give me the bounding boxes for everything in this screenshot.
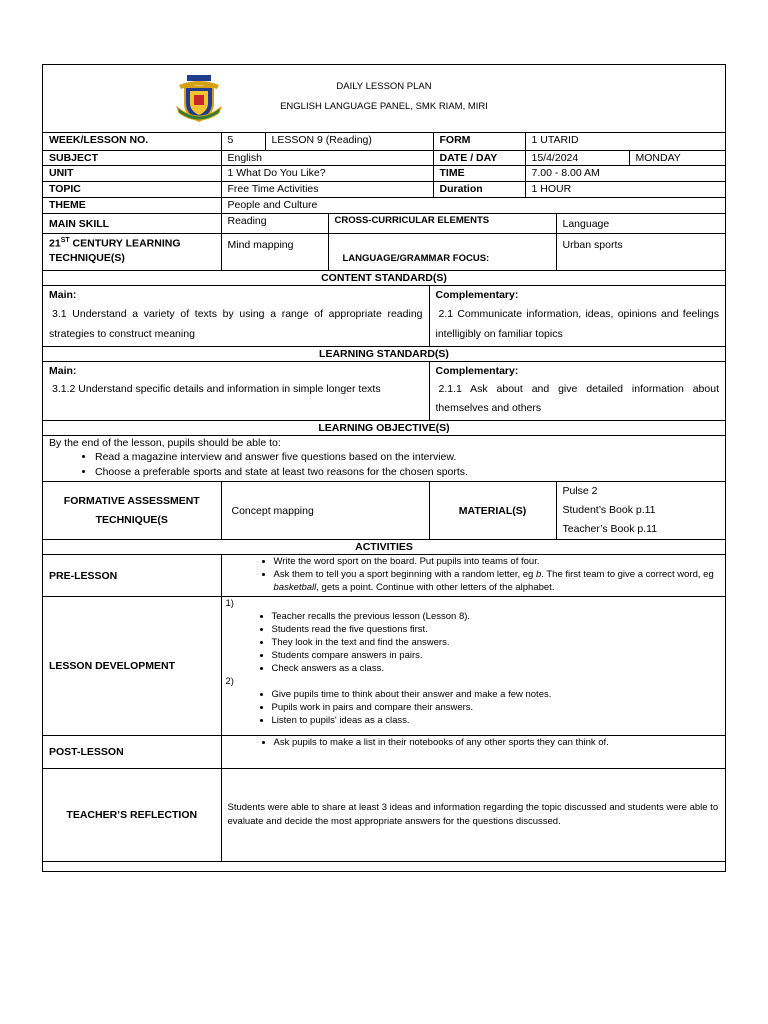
material-label: MATERIAL(S) <box>429 482 556 540</box>
row-pre-lesson <box>43 555 725 597</box>
learning-comp-label: Complementary: <box>435 365 519 377</box>
learning-comp-text: 2.1.1 Ask about and give detailed information about themselves and others <box>435 383 719 414</box>
row-objectives <box>43 436 725 482</box>
cce-label: CROSS-CURRICULAR ELEMENTS <box>328 214 556 234</box>
row-century <box>43 234 725 271</box>
pre-lesson-list <box>228 555 720 594</box>
objective-item: • Read a magazine interview and answer five questions based on the interview. <box>95 450 719 465</box>
pre-lesson-item: • Write the word sport on the board. Put pupils into teams of four. <box>274 555 720 568</box>
content-main-text: 3.1 Understand a variety of texts by using a range of appropriate reading strategies to construct meaning <box>49 308 423 340</box>
pre-lesson-label: PRE-LESSON <box>43 555 221 597</box>
learning-objective-heading: LEARNING OBJECTIVE(S) <box>43 421 725 436</box>
learning-main-cell <box>43 362 429 421</box>
development-item: • Teacher recalls the previous lesson (Lesson 8). <box>272 610 720 623</box>
week-label: WEEK/LESSON NO. <box>43 133 221 151</box>
post-lesson-list <box>228 736 720 749</box>
development-item: • Give pupils time to think about their answer and make a few notes. <box>272 688 720 701</box>
grammar-value: Urban sports <box>556 234 725 271</box>
material-item: Student’s Book p.11 <box>562 504 656 516</box>
document-header <box>43 65 725 133</box>
objectives-list <box>49 450 719 480</box>
content-main-label: Main: <box>49 289 77 301</box>
development-item: • Listen to pupils' ideas as a class. <box>272 714 720 727</box>
development-list-2 <box>226 688 720 727</box>
content-comp-text: 2.1 Communicate information, ideas, opinions and feelings intelligibly on familiar topics <box>435 308 719 340</box>
skill-label: MAIN SKILL <box>43 214 221 234</box>
subject-value: English <box>221 151 433 166</box>
objectives-cell <box>43 436 725 482</box>
content-main-cell <box>43 286 429 347</box>
row-content-heading <box>43 271 725 286</box>
development-item: • They look in the text and find the answers. <box>272 636 720 649</box>
form-label: FORM <box>433 133 525 151</box>
post-lesson-item: • Ask pupils to make a list in their notebooks of any other sports they can think of. <box>274 736 720 749</box>
row-post-lesson <box>43 736 725 769</box>
learning-comp-cell <box>429 362 725 421</box>
row-week <box>43 133 725 151</box>
row-subject <box>43 151 725 166</box>
assessment-value: Concept mapping <box>221 482 429 540</box>
material-item: Teacher’s Book p.11 <box>562 523 658 535</box>
development-step-number: 2) <box>225 676 234 687</box>
lesson-plan-table <box>43 132 725 862</box>
development-item: • Check answers as a class. <box>272 662 720 675</box>
document-subtitle: ENGLISH LANGUAGE PANEL, SMK RIAM, MIRI <box>280 101 488 112</box>
unit-value: 1 What Do You Like? <box>221 166 433 182</box>
lesson-plan-document <box>42 64 726 872</box>
century-value: Mind mapping <box>221 234 328 271</box>
row-learning-heading <box>43 347 725 362</box>
row-reflection <box>43 769 725 862</box>
subject-label: SUBJECT <box>43 151 221 166</box>
row-unit <box>43 166 725 182</box>
duration-value: 1 HOUR <box>525 182 725 198</box>
materials-cell <box>556 482 725 540</box>
cce-value: Language <box>556 214 725 234</box>
topic-label: TOPIC <box>43 182 221 198</box>
row-topic <box>43 182 725 198</box>
unit-label: UNIT <box>43 166 221 182</box>
lesson-development-label: LESSON DEVELOPMENT <box>43 597 221 736</box>
date-label: DATE / DAY <box>433 151 525 166</box>
row-theme <box>43 198 725 214</box>
form-value: 1 UTARID <box>525 133 725 151</box>
theme-label: THEME <box>43 198 221 214</box>
activities-heading: ACTIVITIES <box>43 540 725 555</box>
time-value: 7.00 - 8.00 AM <box>525 166 725 182</box>
topic-value: Free Time Activities <box>221 182 433 198</box>
lesson-development-cell <box>221 597 725 736</box>
theme-value: People and Culture <box>221 198 725 214</box>
row-skill <box>43 214 725 234</box>
century-label: 21ST CENTURY LEARNING TECHNIQUE(S) <box>43 234 221 271</box>
week-value: 5 <box>221 133 265 151</box>
post-lesson-label: POST-LESSON <box>43 736 221 769</box>
objectives-intro: By the end of the lesson, pupils should be able to: <box>49 437 281 449</box>
development-item: • Students read the five questions first. <box>272 623 720 636</box>
learning-standard-heading: LEARNING STANDARD(S) <box>43 347 725 362</box>
content-comp-cell <box>429 286 725 347</box>
learning-main-label: Main: <box>49 365 77 377</box>
content-comp-label: Complementary: <box>435 289 519 301</box>
duration-label: Duration <box>433 182 525 198</box>
content-standard-heading: CONTENT STANDARD(S) <box>43 271 725 286</box>
pre-lesson-item: • Ask them to tell you a sport beginning with a random letter, eg b. The first team to give a correct word, eg basketball, gets a point. Continue with other letters of the alphabet. <box>274 568 720 594</box>
row-content <box>43 286 725 347</box>
row-activities-heading <box>43 540 725 555</box>
date-value: 15/4/2024 <box>525 151 629 166</box>
row-assessment <box>43 482 725 540</box>
development-list-1 <box>226 610 720 675</box>
reflection-text: Students were able to share at least 3 ideas and information regarding the topic discussed and students were able to evaluate and decide the most appropriate answers for the questions discussed. <box>221 769 725 862</box>
pre-lesson-cell <box>221 555 725 597</box>
row-lesson-development <box>43 597 725 736</box>
lesson-value: LESSON 9 (Reading) <box>265 133 433 151</box>
skill-value: Reading <box>221 214 328 234</box>
reflection-label: TEACHER’S REFLECTION <box>43 769 221 862</box>
post-lesson-cell <box>221 736 725 769</box>
day-value: MONDAY <box>629 151 725 166</box>
material-item: Pulse 2 <box>562 485 598 497</box>
grammar-label: LANGUAGE/GRAMMAR FOCUS: <box>328 234 556 271</box>
row-learning <box>43 362 725 421</box>
document-title: DAILY LESSON PLAN <box>336 81 432 92</box>
development-step-number: 1) <box>225 598 234 609</box>
row-objective-heading <box>43 421 725 436</box>
learning-main-text: 3.1.2 Understand specific details and information in simple longer texts <box>52 383 381 395</box>
time-label: TIME <box>433 166 525 182</box>
assessment-label: FORMATIVE ASSESSMENT TECHNIQUE(S <box>43 482 221 540</box>
development-item: • Pupils work in pairs and compare their answers. <box>272 701 720 714</box>
objective-item: • Choose a preferable sports and state at least two reasons for the chosen sports. <box>95 465 719 480</box>
development-item: • Students compare answers in pairs. <box>272 649 720 662</box>
